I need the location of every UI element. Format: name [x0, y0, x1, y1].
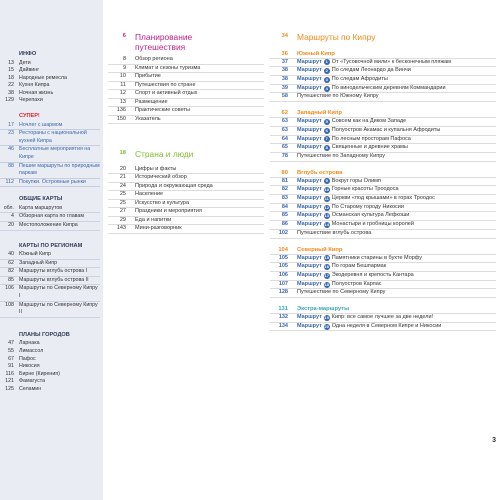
route-group	[270, 50, 496, 103]
entry-label: Еда и напитки	[135, 216, 172, 223]
page-number-label: 4	[11, 213, 14, 220]
page-number-label: 84	[281, 203, 288, 210]
page-number-label: 128	[278, 289, 288, 296]
entry-label: Мини-разговорник	[135, 225, 182, 232]
routes-title: Маршруты по Кипру	[297, 32, 376, 42]
group-title: Вглубь острова	[297, 169, 343, 176]
route-row	[270, 255, 496, 264]
routes-header	[270, 33, 496, 43]
sidebar-regions-row	[0, 277, 100, 286]
sidebar-info	[0, 51, 100, 105]
planning-row	[108, 90, 264, 99]
page-number-label: 24	[119, 182, 126, 189]
entry-label: Ларнака	[19, 340, 40, 347]
page-number-label: 112	[5, 178, 14, 185]
planning-row	[108, 56, 264, 65]
route-number-badge: 5	[325, 118, 328, 124]
page-number-label: 125	[5, 385, 14, 392]
page-number-label: 83	[281, 195, 288, 202]
entry-label: Искусство и культура	[135, 199, 190, 206]
entry-label: Фамагуста	[19, 378, 46, 385]
page-number-label: 134	[278, 322, 288, 329]
sidebar-maps-row	[0, 205, 100, 214]
sidebar-regions-row	[0, 251, 100, 260]
entry-label: Маршруты по Северному Кипру II	[19, 301, 98, 316]
entry-label: Пафос	[19, 355, 36, 362]
route-row	[270, 221, 496, 230]
route-number-badge: 18	[324, 281, 329, 287]
route-title: Вокруг горы Олимп	[331, 177, 381, 184]
route-title: По винодельческим деревням Коммандарии	[331, 84, 446, 91]
page-number-label: 63	[281, 118, 288, 125]
sidebar-maps	[0, 196, 100, 230]
entry-label: Цифры и факты	[135, 165, 177, 172]
sidebar-cities-title: ПЛАНЫ ГОРОДОВ	[19, 331, 70, 338]
route-group-header	[270, 246, 496, 255]
middle-column	[108, 33, 264, 234]
sidebar-cities-row	[0, 363, 100, 371]
planning-row	[108, 65, 264, 74]
entry-label: Покупки. Островные рынки	[19, 178, 86, 185]
group-page: 80	[281, 169, 288, 176]
route-row	[270, 85, 496, 94]
route-label: Маршрут	[297, 135, 322, 142]
page-number-label: 129	[5, 97, 14, 104]
route-label: Маршрут	[297, 144, 322, 151]
sidebar-regions-row	[0, 268, 100, 277]
route-title: Памятники старины в бухте Морфу	[331, 254, 423, 261]
route-number-badge: 2	[325, 68, 328, 74]
planning-row	[108, 107, 264, 116]
route-label: Маршрут	[297, 126, 322, 133]
route-title: Горные красоты Троодоса	[331, 186, 399, 193]
page-number-label: 85	[281, 212, 288, 219]
route-row	[270, 314, 496, 323]
page-number-label: 38	[281, 67, 288, 74]
planning-header	[108, 33, 264, 52]
page-number-label: 13	[8, 59, 14, 66]
route-label: Маршрут	[297, 271, 322, 278]
route-extra-row	[270, 230, 496, 239]
entry-label: Путешествия по стране	[135, 81, 196, 88]
page-number-label: 102	[278, 229, 288, 236]
route-number-badge: 12	[324, 204, 329, 210]
route-title: По следам Афродиты	[331, 76, 388, 82]
sidebar-maps-row	[0, 222, 100, 231]
route-number-badge: 4	[325, 85, 328, 91]
route-title: Полуостров Акамас и купальня Афродиты	[331, 126, 441, 133]
sidebar-regions	[0, 243, 100, 318]
page-number-label: 38	[8, 89, 14, 96]
route-group	[270, 305, 496, 331]
route-row	[270, 323, 496, 332]
route-number-badge: 6	[325, 127, 328, 133]
route-extra-title: Путешествие вглубь острова	[297, 229, 372, 236]
route-label: Маршрут	[297, 67, 322, 74]
route-row	[270, 127, 496, 136]
entry-label: Народные ремесла	[19, 74, 67, 81]
route-number-badge: 11	[324, 195, 329, 201]
route-title: Одна неделя в Северном Кипре и Никосии	[331, 322, 442, 329]
sidebar-super-row	[0, 130, 100, 146]
page-number-label: 47	[8, 340, 14, 347]
route-row	[270, 204, 496, 213]
page-number-label: 63	[281, 126, 288, 133]
route-row	[270, 67, 496, 76]
page-number-label: 65	[281, 144, 288, 151]
group-page: 104	[278, 246, 288, 253]
route-number-badge: 9	[325, 178, 328, 184]
route-number-badge: 1	[325, 59, 328, 65]
country-title: Страна и люди	[135, 149, 194, 160]
route-number-badge: 14	[324, 221, 329, 227]
sidebar-cities-row	[0, 371, 100, 379]
route-title: По горам Бешпармак	[331, 263, 387, 270]
page-number-label: 143	[116, 225, 126, 232]
sidebar-super-title: СУПЕР!	[19, 113, 40, 120]
page-number-label: 12	[119, 90, 126, 97]
route-label: Маршрут	[297, 314, 322, 321]
route-label: Маршрут	[297, 76, 322, 82]
page-number-label: 81	[281, 177, 288, 184]
route-number-badge: 15	[324, 255, 329, 261]
route-number-badge: 17	[324, 272, 329, 278]
route-extra-row	[270, 153, 496, 162]
entry-label: Маршруты вглубь острова I	[19, 268, 88, 275]
route-row	[270, 272, 496, 281]
routes-page: 34	[281, 33, 288, 39]
sidebar-info-row	[0, 90, 100, 98]
page-number-label: 106	[5, 285, 14, 292]
sidebar-super-row	[0, 179, 100, 188]
route-row	[270, 263, 496, 272]
route-row	[270, 144, 496, 153]
route-row	[270, 59, 496, 68]
route-group-header	[270, 109, 496, 118]
page-number-label: 108	[5, 301, 14, 308]
route-number-badge: 3	[325, 76, 328, 82]
page-number-label: 82	[8, 268, 14, 275]
page-number-label: 91	[8, 363, 14, 370]
group-title: Южный Кипр	[297, 50, 335, 57]
page-number-label: 106	[278, 271, 288, 278]
route-label: Маршрут	[297, 118, 322, 125]
entry-label: Прибытие	[135, 73, 161, 80]
sidebar-super-row	[0, 146, 100, 162]
planning-row	[108, 99, 264, 108]
planning-row	[108, 82, 264, 91]
routes-column	[270, 33, 496, 331]
entry-label: Бирне (Кирения)	[19, 370, 60, 377]
page-number-label: 105	[278, 263, 288, 270]
route-number-badge: 19	[324, 314, 329, 320]
route-extra-title: Путешествие по Северному Кипру	[297, 289, 386, 296]
route-group	[270, 109, 496, 162]
page-number-label: 86	[281, 221, 288, 228]
entry-label: Указатель	[135, 115, 161, 122]
country-page: 18	[119, 150, 126, 157]
page-number-label: 121	[5, 378, 14, 385]
country-row	[108, 166, 264, 175]
sidebar-maps-row	[0, 213, 100, 222]
page-number-label: 27	[119, 208, 126, 215]
entry-label: Западный Кипр	[19, 259, 58, 266]
planning-page: 6	[122, 33, 126, 39]
route-group-header	[270, 305, 496, 314]
page-number-label: 132	[278, 314, 288, 321]
country-row	[108, 208, 264, 217]
page-number-label: 46	[8, 146, 14, 153]
route-label: Маршрут	[297, 280, 322, 287]
planning-section	[108, 33, 264, 124]
page-number-label: 78	[281, 152, 288, 159]
entry-label: Спорт и активный отдых	[135, 90, 198, 97]
page-number: 3	[492, 437, 496, 444]
entry-label: Природа и окружающая среда	[135, 182, 213, 189]
page-number-label: 8	[122, 56, 126, 63]
route-group-header	[270, 169, 496, 178]
country-row	[108, 200, 264, 209]
country-row	[108, 174, 264, 183]
page-number-label: 116	[5, 370, 14, 377]
sidebar-info-row	[0, 60, 100, 68]
entry-label: Практические советы	[135, 107, 190, 114]
page-number-label: 39	[281, 84, 288, 91]
page-number-label: 37	[281, 58, 288, 65]
page-number-label: 105	[278, 254, 288, 261]
entry-label: Карта маршрутов	[19, 204, 63, 211]
page-number-label: 17	[8, 121, 14, 128]
entry-label: Дети	[19, 59, 31, 66]
entry-label: Черепахи	[19, 97, 43, 104]
entry-label: Рестораны с национальной кухней Кипра	[19, 130, 87, 144]
page-number-label: 64	[281, 135, 288, 142]
country-header	[108, 150, 264, 160]
page-number-label: 13	[119, 98, 126, 105]
page-number-label: 136	[116, 107, 126, 114]
route-label: Маршрут	[297, 322, 322, 329]
entry-label: Маршруты вглубь острова II	[19, 276, 89, 283]
sidebar-regions-row	[0, 285, 100, 301]
sidebar-info-row	[0, 75, 100, 83]
route-number-badge: 8	[325, 145, 328, 151]
page-number-label: 18	[8, 74, 14, 81]
page-number-label: 25	[119, 199, 126, 206]
planning-row	[108, 116, 264, 125]
page-number-label: 150	[116, 115, 126, 122]
route-extra-row	[270, 289, 496, 298]
route-title: Священные и древние храмы	[331, 144, 408, 151]
route-title: По лесным просторам Пафоса	[331, 135, 411, 142]
entry-label: Пешие маршруты по природным паркам	[19, 162, 100, 177]
sidebar-info-row	[0, 97, 100, 105]
route-extra-row	[270, 93, 496, 102]
route-title: Экодеревня и крепость Кантара	[331, 271, 414, 278]
route-number-badge: 13	[324, 213, 329, 219]
route-title: Османская культура Лефкоши	[331, 212, 410, 219]
sidebar-info-title: ИНФО	[19, 51, 37, 57]
route-row	[270, 136, 496, 145]
route-label: Маршрут	[297, 203, 322, 210]
group-page: 131	[278, 306, 288, 313]
route-row	[270, 281, 496, 290]
page-number-label: 21	[119, 174, 126, 181]
sidebar-regions-row	[0, 302, 100, 318]
planning-title: Планирование путешествия	[135, 32, 193, 52]
entry-label: Обзор региона	[135, 56, 173, 63]
route-label: Маршрут	[297, 177, 322, 184]
route-label: Маршрут	[297, 254, 322, 261]
entry-label: Ночная жизнь	[19, 89, 54, 96]
route-number-badge: 7	[325, 136, 328, 142]
route-title: Кипр: все самое лучшее за две недели!	[331, 314, 434, 321]
sidebar-cities-row	[0, 378, 100, 386]
route-row	[270, 178, 496, 187]
route-group	[270, 246, 496, 299]
group-title: Западный Кипр	[297, 110, 343, 117]
route-label: Маршрут	[297, 195, 322, 202]
country-row	[108, 183, 264, 192]
page-number-label: 40	[8, 251, 14, 258]
entry-label: Селамин	[19, 385, 42, 392]
sidebar-super	[0, 113, 100, 187]
route-row	[270, 212, 496, 221]
entry-label: Лимассол	[19, 347, 44, 354]
sidebar-info-row	[0, 67, 100, 75]
page-number-label: 20	[119, 165, 126, 172]
route-label: Маршрут	[297, 212, 322, 219]
route-title: Церкви «под крышами» в горах Троодос	[331, 195, 435, 202]
route-number-badge: 16	[324, 264, 329, 270]
entry-label: Кухня Кипра	[19, 82, 50, 89]
page-number-label: 62	[8, 259, 14, 266]
route-title: От «Тусовочной мили» к бесконечным пляжам	[331, 58, 451, 65]
sidebar-info-row	[0, 82, 100, 90]
page-number-label: 22	[8, 82, 14, 89]
planning-row	[108, 73, 264, 82]
entry-label: Дайвинг	[19, 67, 40, 74]
entry-label: Местоположение Кипра	[19, 222, 78, 228]
route-number-badge: 20	[324, 323, 329, 329]
route-label: Маршрут	[297, 84, 322, 91]
route-row	[270, 76, 496, 85]
page-number-label: 29	[119, 216, 126, 223]
sidebar	[0, 51, 100, 394]
sidebar-regions-title: КАРТЫ ПО РЕГИОНАМ	[19, 242, 83, 249]
page-number-label: 11	[120, 81, 126, 88]
entry-label: Южный Кипр	[19, 251, 51, 258]
route-title: Монастыри и гробницы королей	[331, 221, 414, 228]
group-title: Северный Кипр	[297, 246, 343, 253]
entry-label: Население	[135, 191, 164, 198]
page-number-label: 23	[8, 130, 14, 137]
page-number-label: 10	[119, 73, 126, 80]
page-number-label: 9	[122, 64, 126, 71]
route-extra-title: Путешествие по Западному Кипру	[297, 152, 385, 159]
sidebar-cities-row	[0, 348, 100, 356]
page-number-label: 15	[8, 67, 14, 74]
route-label: Маршрут	[297, 186, 322, 193]
route-title: По следам Леонардо да Винчи	[331, 67, 411, 74]
group-page: 62	[281, 110, 288, 117]
entry-label: Обзорная карта по главам	[19, 213, 84, 220]
page-number-label: 58	[281, 93, 288, 100]
sidebar-cities-row	[0, 386, 100, 394]
route-label: Маршрут	[297, 221, 322, 228]
entry-label: Климат и сезоны туризма	[135, 64, 201, 71]
entry-label: Никосия	[19, 363, 40, 370]
route-row	[270, 118, 496, 127]
entry-label: Размещение	[135, 98, 168, 105]
sidebar-maps-title: ОБЩИЕ КАРТЫ	[19, 196, 63, 203]
country-row	[108, 191, 264, 200]
page-number-label: 25	[119, 191, 126, 198]
route-title: Совсем как на Диком Западе	[331, 118, 407, 125]
page-number-label: 82	[281, 186, 288, 193]
page-number-label: 107	[278, 280, 288, 287]
route-label: Маршрут	[297, 58, 322, 65]
sidebar-super-row	[0, 163, 100, 179]
entry-label: Исторический обзор	[135, 174, 187, 181]
sidebar-cities-row	[0, 356, 100, 364]
group-title: Экстра-маршруты	[297, 306, 350, 313]
route-number-badge: 10	[324, 187, 329, 193]
sidebar-cities	[0, 332, 100, 394]
page-number-label: 88	[8, 162, 14, 169]
entry-label: Праздники и мероприятия	[135, 208, 202, 215]
group-page: 36	[281, 50, 288, 57]
country-row	[108, 225, 264, 234]
route-row	[270, 195, 496, 204]
route-group-header	[270, 50, 496, 59]
entry-label: Маршруты по Северному Кипру I	[19, 285, 98, 300]
entry-label: Бесплатные мероприятия на Кипре	[19, 146, 91, 160]
entry-label: Ночлег с шармом	[19, 121, 63, 128]
sidebar-regions-row	[0, 260, 100, 269]
page-number-label: 55	[8, 347, 14, 354]
route-label: Маршрут	[297, 263, 322, 270]
route-row	[270, 186, 496, 195]
page-number-label: 67	[8, 355, 14, 362]
sidebar-super-row	[0, 122, 100, 131]
page-number-label: 38	[281, 76, 288, 82]
sidebar-cities-row	[0, 340, 100, 348]
route-group	[270, 169, 496, 239]
page-number-label: 85	[8, 276, 14, 283]
route-title: По Старому городу Никосии	[331, 203, 404, 210]
country-row	[108, 217, 264, 226]
page-number-label: 20	[8, 222, 14, 228]
country-section	[108, 150, 264, 234]
route-extra-title: Путешествие по Южному Кипру	[297, 93, 379, 100]
route-title: Полуостров Карпас	[331, 280, 382, 287]
page-number-label: обл.	[3, 204, 14, 211]
